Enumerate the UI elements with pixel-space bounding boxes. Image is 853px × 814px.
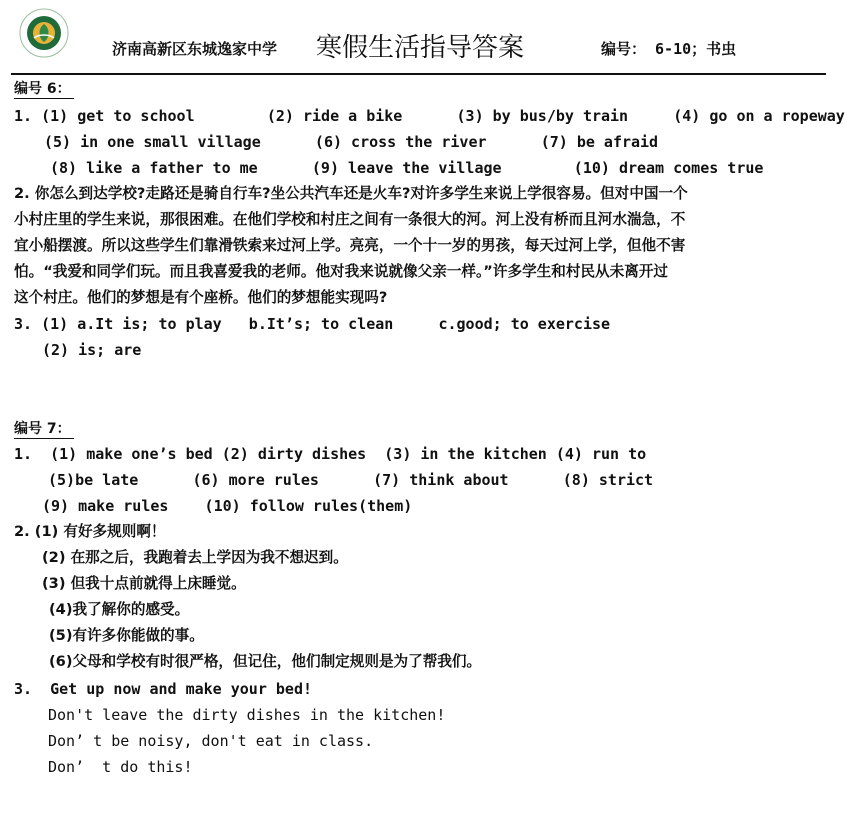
- s7-q2-line3: (3) 但我十点前就得上床睡觉。: [42, 575, 246, 592]
- s7-q2-line6: (6)父母和学校有时很严格，但记住，他们制定规则是为了帮我们。: [49, 653, 482, 670]
- s7-q1-line2: (5)be late (6) more rules (7) think about (8) strict: [48, 471, 654, 489]
- s7-q2-line5: (5)有许多你能做的事。: [49, 627, 204, 644]
- s7-q1-line1: 1. (1) make one’s bed (2) dirty dishes (3) in the kitchen (4) run to: [14, 445, 647, 463]
- s6-q2-line4: 怕。“我爱和同学们玩。而且我喜爱我的老师。他对我来说就像父亲一样。”许多学生和村民从未离开过: [14, 263, 669, 280]
- s6-q2-line2: 小村庄里的学生来说，那很困难。在他们学校和村庄之间有一条很大的河。河上没有桥而且河水湍急，不: [14, 211, 686, 228]
- s6-q1-line3: (8) like a father to me (9) leave the village (10) dream comes true: [50, 159, 764, 177]
- s6-q2-line5: 这个村庄。他们的梦想是有个座桥。他们的梦想能实现吗?: [14, 289, 388, 306]
- s7-q1-line3: (9) make rules (10) follow rules(them): [42, 497, 413, 515]
- s6-q2-line1: 2. 你怎么到达学校?走路还是骑自行车?坐公共汽车还是火车?对许多学生来说上学很容易。但对中国一个: [14, 185, 688, 202]
- s7-q3-line4: Don’ t do this!: [48, 758, 193, 776]
- s6-q3-line1: 3. (1) a.It is; to play b.It’s; to clean c.good; to exercise: [14, 315, 611, 333]
- s7-q2-line1: 2. (1) 有好多规则啊！: [14, 523, 166, 540]
- s7-q2-line4: (4)我了解你的感受。: [49, 601, 190, 618]
- section-label-6: 编号 6：: [14, 80, 74, 99]
- s7-q3-line3: Don’ t be noisy, don't eat in class.: [48, 732, 374, 750]
- s7-q3-line2: Don't leave the dirty dishes in the kitchen!: [48, 706, 446, 724]
- s6-q3-line2: (2) is; are: [42, 341, 142, 359]
- s7-q2-line2: (2) 在那之后，我跑着去上学因为我不想迟到。: [42, 549, 348, 566]
- document-title: 寒假生活指导答案: [316, 33, 525, 63]
- s7-q3-line1: 3. Get up now and make your bed!: [14, 680, 313, 698]
- header-divider: [11, 73, 826, 75]
- s6-q1-line1: 1. (1) get to school (2) ride a bike (3) by bus/by train (4) go on a ropeway: [14, 107, 845, 125]
- school-logo-icon: [19, 8, 69, 58]
- section-label-7: 编号 7：: [14, 420, 74, 439]
- school-name: 济南高新区东城逸家中学: [112, 40, 278, 58]
- serial-number: 编号： 6-10；书虫: [601, 40, 737, 58]
- s6-q2-line3: 宜小船摆渡。所以这些学生们靠滑铁索来过河上学。亮亮，一个十一岁的男孩，每天过河上学，但他不害: [14, 237, 686, 254]
- s6-q1-line2: (5) in one small village (6) cross the river (7) be afraid: [44, 133, 659, 151]
